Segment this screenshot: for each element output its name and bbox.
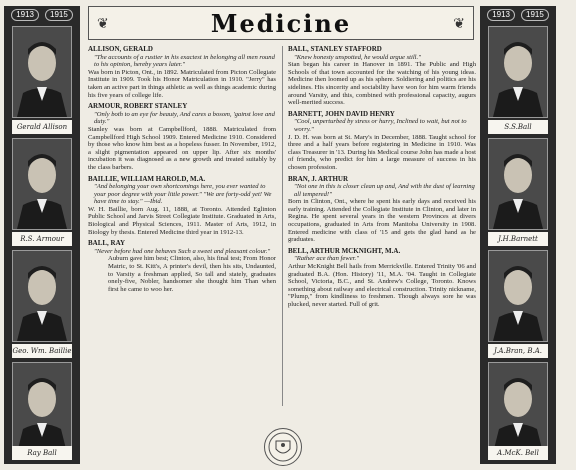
portrait-photo xyxy=(488,138,548,230)
university-seal-icon xyxy=(264,428,302,466)
year-right: 1915 xyxy=(521,9,549,21)
year-badges xyxy=(480,6,556,24)
student-motto: "Cool, unperturbed by stress or hurry, Inclined to wait, but not to worry." xyxy=(294,118,467,133)
student-bio: Stan began his career in Hanover in 1891. The Public and High Schools of that town accounted for the watching of his young ideas. Medicine then loomed up as his sphere. Soldiering and politics are his sidelines. His sincerity and sociability have won for him warm friends around Varsity, and this, combined with professional capacity, augurs well-merited success. xyxy=(288,61,476,107)
signature: S.S.Ball xyxy=(488,120,548,134)
student-bio: Was born in Picton, Ont., in 1892. Matriculated from Picton Collegiate Institute in 1909. Took his Honor Matriculation in 1910. "Jerry" has taken an active part in things athletic as well as things academic during his five years of college life. xyxy=(88,68,276,99)
student-name: ARMOUR, ROBERT STANLEY xyxy=(88,102,188,111)
student-entry xyxy=(288,176,476,244)
student-name: BRAN, J. ARTHUR xyxy=(288,174,349,183)
student-bio: Stanley was born at Campbellford, 1888. Matriculated from Campbellford High School 1909. Entered Medicine 1910. Considered by those who know him best as a hopeless fusser. In November, 1912, a slight pigmentation appeared on upper lip. After six months' incubation it was diagnosed as a new growth and treated suitably by the class barbers. xyxy=(88,125,276,171)
left-photo-column xyxy=(4,6,80,464)
signature: J.H.Barnett xyxy=(488,232,548,246)
portrait-photo xyxy=(488,362,548,454)
student-motto: "Not one in this is closer clean up and, And with the dust of learning all tempered!" xyxy=(294,183,475,198)
year-badges xyxy=(4,6,80,24)
student-name: BAILLIE, WILLIAM HAROLD, M.A. xyxy=(88,174,206,183)
student-motto: "The accounts of a rustier in his exactest in belonging all men round to his opinion, hereby years later." xyxy=(94,53,275,69)
portrait-photo xyxy=(12,250,72,342)
right-photo-column xyxy=(480,6,556,464)
student-bio: J. D. H. was born at St. Mary's in December, 1888. Taught school for three and a half years before registering in Medicine in 1910. Was class Treasurer in '13. During his Medical course John has made a host of friends, who predict for him a large measure of success in his chosen profession. xyxy=(288,133,476,171)
signature: Ray Ball xyxy=(12,446,72,460)
student-entry xyxy=(88,240,276,293)
year-right: 1915 xyxy=(45,9,73,21)
text-column-right xyxy=(288,46,476,313)
page-title-banner xyxy=(88,6,474,40)
student-bio: W. H. Baillie, born Aug. 11, 1888, at Toronto. Attended Eglinton Public School and Jarvis Street Collegiate Institute. Graduated in Arts, Biological and Physical Sciences, 1911. Master of Arts, 1912, in Biology by thesis. Entered Medicine third year in 1912-13. xyxy=(88,205,276,236)
signature: R.S. Armour xyxy=(12,232,72,246)
signature: Gerald Allison xyxy=(12,120,72,134)
student-motto: "Rather ace than fewer." xyxy=(294,255,359,263)
signature: J.A.Bran, B.A. xyxy=(488,344,548,358)
year-left: 1913 xyxy=(487,9,515,21)
student-name: BARNETT, JOHN DAVID HENRY xyxy=(288,109,395,118)
portrait-photo xyxy=(488,26,548,118)
student-name: BALL, RAY xyxy=(88,239,126,248)
student-motto: "And belonging your own shortcomings here, you ever wanted to your poor degree with your little power." "We are forty-odd yet! We have time to stay." —Ibid. xyxy=(94,183,272,206)
student-bio: Born in Clinton, Ont., where he spent his early days and received his early training. Attended the Collegiate Institute in Clinton, and later in Regina. He spent several years in the western Provinces at divers occupations, graduated in Arts from Manitoba University in 1908. Entered medicine with class of '15 and gets the glad hand as he graduates. xyxy=(288,198,476,244)
student-motto: "Never before had one behaves Such a sweet and pleasant colour." xyxy=(94,247,271,255)
student-poem: Auburn gave him best; Clinton, also, his final test; From Honor Matric, to St. Kitt's, A printer's devil, then his sits, Undaunted, to Varsity a freshman applied, So tall and stately, graduates onely-five, Nobler, handsomer she thought him Than when first he came to woo her. xyxy=(108,255,276,293)
ornament-icon: ❦ xyxy=(453,17,465,32)
student-entry xyxy=(288,111,476,172)
student-name: ALLISON, GERALD xyxy=(88,45,153,53)
ornament-icon: ❦ xyxy=(97,17,109,32)
student-name: BALL, STANLEY STAFFORD xyxy=(288,45,382,53)
page-title: Medicine xyxy=(210,8,352,38)
text-column-left xyxy=(88,46,276,297)
signature: Geo. Wm. Baillie xyxy=(12,344,72,358)
student-entry xyxy=(288,248,476,309)
student-motto: "Only both to an eye for beauty, And cares a bosom, 'gainst love and duty." xyxy=(94,110,275,126)
student-entry xyxy=(88,46,276,99)
portrait-photo xyxy=(12,138,72,230)
student-entry xyxy=(88,176,276,237)
signature: A.McK. Bell xyxy=(488,446,548,460)
student-motto: "Knew honesty unspotted, he would argue still." xyxy=(294,53,421,61)
column-divider xyxy=(282,46,283,406)
student-entry xyxy=(288,46,476,107)
student-name: BELL, ARTHUR MCKNIGHT, M.A. xyxy=(288,246,401,255)
portrait-photo xyxy=(12,362,72,454)
student-entry xyxy=(88,103,276,171)
student-bio: Arthur McKnight Bell hails from Merrickville. Entered Trinity '06 and graduated B.A. (Hon. History) '11, M.A. '04. Taught in Collegiate School, Victoria, B.C., and St. Andrew's College, Toronto. Knows something about railway and electrical construction. Trinity nickname, "Plump," from kindliness to freshmen. Though always sore he was plucked, never started. Full of grit. xyxy=(288,263,476,308)
year-left: 1913 xyxy=(11,9,39,21)
portrait-photo xyxy=(488,250,548,342)
portrait-photo xyxy=(12,26,72,118)
